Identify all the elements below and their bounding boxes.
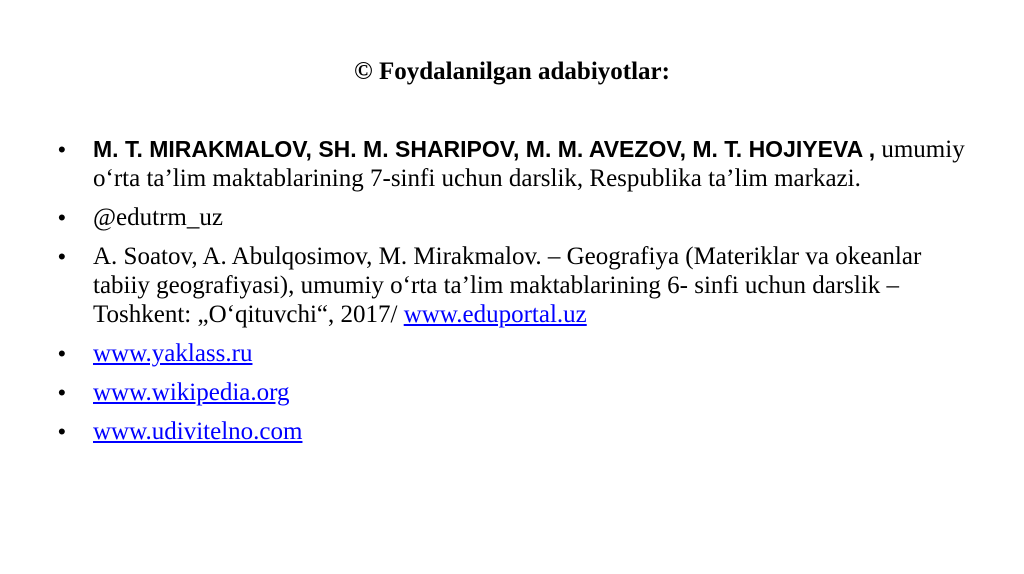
reference-text: @edutrm_uz <box>93 204 223 231</box>
bullet-icon: • <box>58 244 66 269</box>
reference-item <box>58 135 978 193</box>
reference-item <box>58 378 978 407</box>
reference-text: A. Soatov, A. Abulqosimov, M. Mirakmalov. – Geografiya (Materiklar va okeanlar tabiiy geografiyasi), umumiy o‘rta ta’lim maktablarining 6- sinfi uchun darslik – Toshkent: „O‘qituvchi“, 2017/ <box>93 243 922 328</box>
reference-link[interactable]: www.wikipedia.org <box>93 379 290 406</box>
reference-text: umumiy o‘rta ta’lim maktablarining 7-sinfi uchun darslik, Respublika ta’lim markazi. <box>93 136 965 192</box>
reference-item <box>58 339 978 368</box>
slide-title: © Foydalanilgan adabiyotlar: <box>354 58 670 85</box>
bullet-icon: • <box>58 380 66 405</box>
bullet-icon: • <box>58 205 66 230</box>
reference-link[interactable]: www.yaklass.ru <box>93 340 253 367</box>
bullet-icon: • <box>58 341 66 366</box>
reference-item <box>58 242 978 329</box>
reference-item <box>58 203 978 232</box>
reference-authors: M. T. MIRAKMALOV, SH. M. SHARIPOV, M. M. AVEZOV, M. T. HOJIYEVA , <box>93 136 876 162</box>
reference-item <box>58 417 978 446</box>
reference-list <box>58 135 978 456</box>
bullet-icon: • <box>58 137 66 162</box>
reference-link[interactable]: www.udivitelno.com <box>93 418 303 445</box>
bullet-icon: • <box>58 419 66 444</box>
reference-link[interactable]: www.eduportal.uz <box>403 301 587 328</box>
